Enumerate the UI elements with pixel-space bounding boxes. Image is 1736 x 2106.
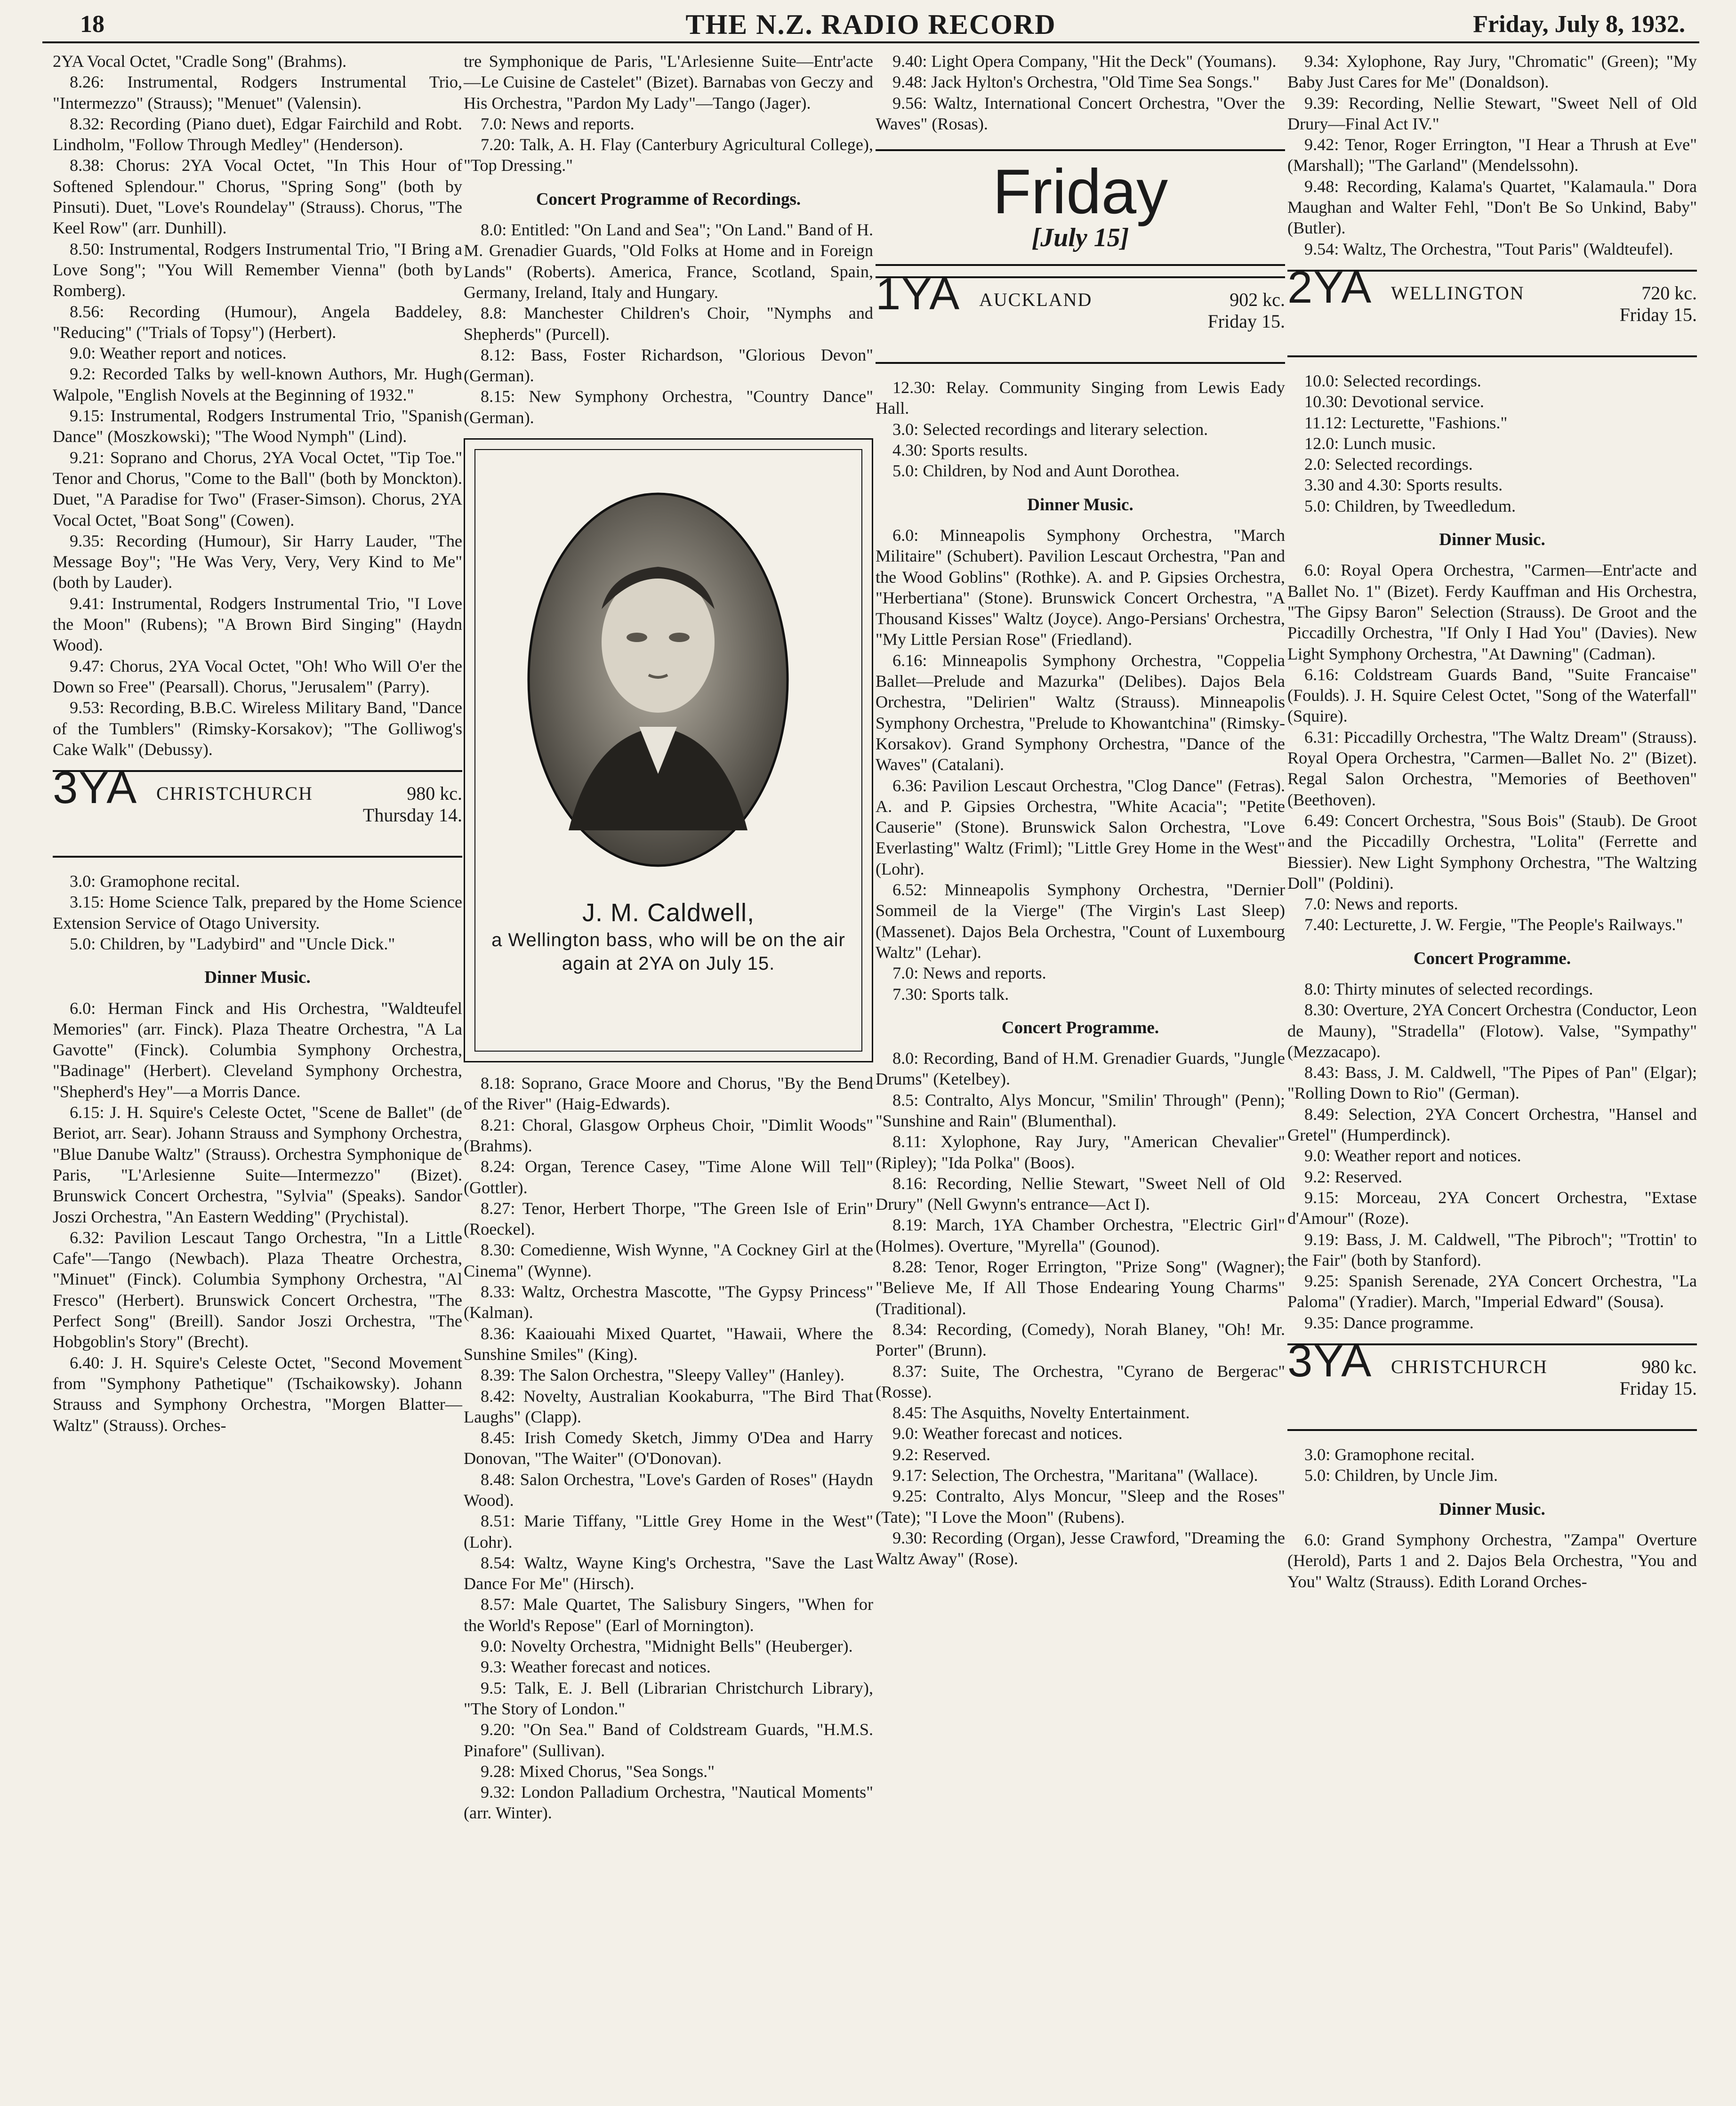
column-4 bbox=[1287, 51, 1697, 1592]
station-heading-2ya bbox=[1287, 262, 1697, 357]
programme-item: 8.39: The Salon Orchestra, "Sleepy Valley" (Hanley). bbox=[481, 1366, 844, 1385]
station-day: Thursday 14. bbox=[362, 804, 462, 826]
programme-item: 8.51: Marie Tiffany, "Little Grey Home in the West" (Lohr). bbox=[464, 1511, 873, 1551]
programme-item: 6.32: Pavilion Lescaut Tango Orchestra, "In a Little Cafe"—Tango (Newbach). Plaza Theatre Orchestra, "Minuet" (Finck). Columbia Symphony Orchestra, "Al Fresco" (Herbert). Brunswick Concert Orchestra, "The Perfect Song" (Breill). Sandor Joszi Orchestra, "The Hobgoblin's Story" (Brecht). bbox=[53, 1228, 462, 1351]
programme-item: 8.48: Salon Orchestra, "Love's Garden of Roses" (Haydn Wood). bbox=[464, 1470, 873, 1510]
programme-item: 8.33: Waltz, Orchestra Mascotte, "The Gypsy Princess" (Kalman). bbox=[464, 1282, 873, 1322]
programme-item: 8.18: Soprano, Grace Moore and Chorus, "By the Bend of the River" (Haig-Edwards). bbox=[464, 1074, 873, 1114]
programme-item: 8.42: Novelty, Australian Kookaburra, "The Bird That Laughs" (Clapp). bbox=[464, 1386, 873, 1426]
programme-item: 6.49: Concert Orchestra, "Sous Bois" (Staub). De Groot and the Piccadilly Orchestra, "Lolita" (Ferrette and Biessier). New Light Symphony Orchestra, "The Waltzing Doll" (Poldini). bbox=[1287, 811, 1697, 892]
programme-item: 8.30: Overture, 2YA Concert Orchestra (Conductor, Leon de Mauny), "Stradella" (Flotow). Valse, "Sympathy" (Mezzacapo). bbox=[1287, 1000, 1697, 1061]
programme-item: 3.0: Selected recordings and literary selection. bbox=[892, 419, 1208, 439]
page-header bbox=[42, 8, 1699, 43]
photo-caption bbox=[465, 901, 872, 975]
programme-item: 8.11: Xylophone, Ray Jury, "American Chevalier" (Ripley); "Ida Polka" (Boos). bbox=[876, 1132, 1285, 1172]
section-heading: Concert Programme. bbox=[1001, 1018, 1159, 1037]
programme-item: tre Symphonique de Paris, "L'Arlesienne Suite—Entr'acte—Le Cuisine de Castelet" (Bizet). Barnabas von Geczy and His Orchestra, "Pardon My Lady"—Tango (Jager). bbox=[464, 52, 873, 113]
station-callsign: 2YA bbox=[1287, 262, 1373, 313]
programme-item: 6.15: J. H. Squire's Celeste Octet, "Scene de Ballet" (de Beriot, arr. Sear). Johann Strauss and Symphony Orchestra, "Blue Danube Waltz" (Strauss). Orchestra Symphonique de Paris, "L'Arlesienne Suite—Intermezzo" (Bizet). Brunswick Concert Orchestra, "Sylvia" (Speaks). Sandor Joszi Orchestra, "An Eastern Wedding" (Prychistal). bbox=[53, 1103, 462, 1226]
programme-item: 3.0: Gramophone recital. bbox=[70, 872, 240, 891]
programme-item: 7.40: Lecturette, J. W. Fergie, "The People's Railways." bbox=[1304, 915, 1683, 934]
programme-item: 9.20: "On Sea." Band of Coldstream Guards, "H.M.S. Pinafore" (Sullivan). bbox=[464, 1720, 873, 1760]
programme-item: 8.36: Kaaiouahi Mixed Quartet, "Hawaii, Where the Sunshine Smiles" (King). bbox=[464, 1324, 873, 1364]
programme-item: 9.0: Weather forecast and notices. bbox=[892, 1424, 1123, 1443]
programme-item: 9.53: Recording, B.B.C. Wireless Military Band, "Dance of the Tumblers" (Rimsky-Korsakov); "The Golliwog's Cake Walk" (Debussy). bbox=[53, 698, 462, 759]
programme-item: 8.27: Tenor, Herbert Thorpe, "The Green Isle of Erin" (Roeckel). bbox=[464, 1198, 873, 1239]
portrait-image bbox=[526, 491, 790, 868]
programme-item: 9.5: Talk, E. J. Bell (Librarian Christchurch Library), "The Story of London." bbox=[464, 1678, 873, 1718]
programme-item: 9.32: London Palladium Orchestra, "Nautical Moments" (arr. Winter). bbox=[464, 1783, 873, 1823]
station-city: CHRISTCHURCH bbox=[156, 783, 313, 804]
station-day: Friday 15. bbox=[1207, 311, 1285, 332]
section-heading: Concert Programme. bbox=[1413, 949, 1571, 968]
programme-item: 8.0: Recording, Band of H.M. Grenadier Guards, "Jungle Drums" (Ketelbey). bbox=[876, 1049, 1285, 1089]
programme-item: 9.34: Xylophone, Ray Jury, "Chromatic" (Green); "My Baby Just Cares for Me" (Donaldson). bbox=[1287, 52, 1697, 92]
programme-item: 6.40: J. H. Squire's Celeste Octet, "Second Movement from "Symphony Pathetique" (Tschaikowsky). Johann Strauss and Symphony Orchestra, "Morgen Blatter—Waltz" (Strauss). Orches- bbox=[53, 1353, 462, 1435]
programme-item: 9.48: Jack Hylton's Orchestra, "Old Time Sea Songs." bbox=[892, 72, 1260, 92]
programme-item: 5.0: Children, by Tweedledum. bbox=[1304, 496, 1516, 515]
programme-item: 3.15: Home Science Talk, prepared by the Home Science Extension Service of Otago University. bbox=[53, 892, 462, 932]
programme-item: 8.34: Recording, (Comedy), Norah Blaney, "Oh! Mr. Porter" (Brunn). bbox=[876, 1319, 1285, 1360]
column-2 bbox=[464, 51, 873, 1824]
programme-item: 8.16: Recording, Nellie Stewart, "Sweet Nell of Old Drury" (Nell Gwynn's entrance—Act I). bbox=[876, 1174, 1285, 1214]
programme-item: 8.0: Entitled: "On Land and Sea"; "On Land." Band of H. M. Grenadier Guards, "Old Folks at Home and in Foreign Lands" (Roberts). America, France, Scotland, Spain, Germany, Ireland, Italy and Hungary. bbox=[464, 220, 873, 302]
programme-item: 8.19: March, 1YA Chamber Orchestra, "Electric Girl" (Holmes). Overture, "Myrella" (Gounod). bbox=[876, 1215, 1285, 1255]
station-heading-3ya-friday bbox=[1287, 1336, 1697, 1431]
programme-item: 6.0: Royal Opera Orchestra, "Carmen—Entr'acte and Ballet No. 1" (Bizet). Ferdy Kauffman and His Orchestra, "The Gipsy Baron" Selection (Strauss). De Groot and the Piccadilly Orchestra, "If Only I Had You" (Davies). New Light Symphony Orchestra, "At Dawning" (Cadman). bbox=[1287, 561, 1697, 663]
programme-item: 8.32: Recording (Piano duet), Edgar Fairchild and Robt. Lindholm, "Follow Through Medley" (Henderson). bbox=[53, 114, 462, 154]
section-heading: Dinner Music. bbox=[1027, 495, 1133, 514]
programme-item: 9.17: Selection, The Orchestra, "Maritana" (Wallace). bbox=[892, 1466, 1258, 1485]
programme-item: 12.0: Lunch music. bbox=[1304, 434, 1436, 453]
programme-item: 9.15: Instrumental, Rodgers Instrumental Trio, "Spanish Dance" (Moszkowski); "The Wood Nymph" (Lind). bbox=[53, 406, 462, 446]
programme-item: 9.0: Weather report and notices. bbox=[1304, 1146, 1521, 1166]
programme-item: 6.36: Pavilion Lescaut Orchestra, "Clog Dance" (Fetras). A. and P. Gipsies Orchestra, "White Acacia"; "Petite Causerie" (Stone). Brunswick Salon Orchestra, "Love Everlasting" Waltz (Friml); "Little Grey Home in the West" (Lohr). bbox=[876, 776, 1285, 878]
programme-item: 8.45: The Asquiths, Novelty Entertainment. bbox=[892, 1403, 1190, 1423]
programme-item: 7.0: News and reports. bbox=[892, 964, 1046, 983]
programme-item: 9.42: Tenor, Roger Errington, "I Hear a Thrush at Eve" (Marshall); "The Garland" (Mendelssohn). bbox=[1287, 135, 1697, 175]
programme-item: 9.2: Reserved. bbox=[1304, 1167, 1403, 1186]
programme-item: 8.57: Male Quartet, The Salisbury Singers, "When for the World's Repose" (Earl of Mornington). bbox=[464, 1595, 873, 1635]
programme-item: 8.8: Manchester Children's Choir, "Nymphs and Shepherds" (Purcell). bbox=[464, 304, 873, 344]
programme-item: 9.25: Contralto, Alys Moncur, "Sleep and the Roses" (Tate); "I Love the Moon" (Rubens). bbox=[876, 1487, 1285, 1527]
day-heading bbox=[876, 149, 1285, 266]
station-frequency: 980 kc. bbox=[1641, 1356, 1697, 1378]
station-frequency: 980 kc. bbox=[407, 783, 462, 804]
programme-item: 8.54: Waltz, Wayne King's Orchestra, "Save the Last Dance For Me" (Hirsch). bbox=[464, 1553, 873, 1593]
programme-item: 6.0: Grand Symphony Orchestra, "Zampa" Overture (Herold), Parts 1 and 2. Dajos Bela Orchestra, "You and You" Waltz (Strauss). Edith Lorand Orches- bbox=[1287, 1530, 1697, 1591]
day-subtitle: [July 15] bbox=[1031, 223, 1129, 253]
programme-item: 3.0: Gramophone recital. bbox=[1304, 1445, 1475, 1464]
programme-item: 9.0: Novelty Orchestra, "Midnight Bells" (Heuberger). bbox=[481, 1637, 853, 1656]
programme-item: 8.24: Organ, Terence Casey, "Time Alone Will Tell" (Gottler). bbox=[464, 1157, 873, 1197]
programme-item: 12.30: Relay. Community Singing from Lewis Eady Hall. bbox=[876, 378, 1285, 418]
column-3 bbox=[876, 51, 1285, 1569]
station-city: AUCKLAND bbox=[979, 289, 1093, 311]
programme-item: 9.40: Light Opera Company, "Hit the Deck" (Youmans). bbox=[892, 52, 1277, 71]
programme-item: 8.43: Bass, J. M. Caldwell, "The Pipes of Pan" (Elgar); "Rolling Down to Rio" (German). bbox=[1287, 1063, 1697, 1103]
column-1 bbox=[53, 51, 462, 1436]
station-city: WELLINGTON bbox=[1391, 282, 1525, 304]
section-heading: Dinner Music. bbox=[204, 968, 311, 988]
programme-item: 9.48: Recording, Kalama's Quartet, "Kalamaula." Dora Maughan and Walter Fehl, "Don't Be So Unkind, Baby" (Butler). bbox=[1287, 177, 1697, 238]
programme-item: 9.41: Instrumental, Rodgers Instrumental Trio, "I Love the Moon" (Rubens); "A Brown Bird Singing" (Haydn Wood). bbox=[53, 594, 462, 655]
programme-item: 8.15: New Symphony Orchestra, "Country Dance" (German). bbox=[464, 387, 873, 427]
station-city: CHRISTCHURCH bbox=[1391, 1356, 1548, 1378]
programme-item: 5.0: Children, by "Ladybird" and "Uncle Dick." bbox=[70, 934, 395, 953]
programme-item: 9.21: Soprano and Chorus, 2YA Vocal Octet, "Tip Toe." Tenor and Chorus, "Come to the Ball" (both by Monckton). Duet, "A Paradise for Two" (Fraser-Simson). Chorus, 2YA Vocal Octet, "Boat Song" (Cowen). bbox=[53, 448, 462, 530]
station-frequency: 720 kc. bbox=[1641, 282, 1697, 304]
programme-item: 6.16: Coldstream Guards Band, "Suite Francaise" (Foulds). J. H. Squire Celest Octet, "Song of the Waterfall" (Squire). bbox=[1287, 665, 1697, 726]
programme-item: 8.50: Instrumental, Rodgers Instrumental Trio, "I Bring a Love Song"; "You Will Remember Vienna" (both by Romberg). bbox=[53, 239, 462, 300]
portrait-photo-box bbox=[464, 438, 873, 1062]
station-day: Friday 15. bbox=[1619, 1378, 1697, 1399]
programme-item: 7.20: Talk, A. H. Flay (Canterbury Agricultural College), "Top Dressing." bbox=[464, 135, 873, 175]
programme-item: 9.35: Recording (Humour), Sir Harry Lauder, "The Message Boy"; "He Was Very, Very, Very Kind to Me" (both by Lauder). bbox=[53, 531, 462, 592]
programme-item: 8.45: Irish Comedy Sketch, Jimmy O'Dea and Harry Donovan, "The Waiter" (O'Donovan). bbox=[464, 1428, 873, 1468]
programme-item: 9.47: Chorus, 2YA Vocal Octet, "Oh! Who Will O'er the Down so Free" (Pearsall). Chorus, "Jerusalem" (Parry). bbox=[53, 656, 462, 696]
programme-item: 10.30: Devotional service. bbox=[1304, 392, 1484, 411]
page-number: 18 bbox=[80, 11, 104, 38]
programme-item: 6.0: Minneapolis Symphony Orchestra, "March Militaire" (Schubert). Pavilion Lescaut Orchestra, "Pan and the Wood Goblins" (Rothke). A. and P. Gipsies Orchestra, "Herbertiana" (Stone). Brunswick Concert Orchestra, "A Thousand Kisses" Waltz (Joyce). Ango-Persians' Orchestra, "My Little Persian Rose" (Friedland). bbox=[876, 525, 1285, 649]
caption-name: J. M. Caldwell, bbox=[582, 899, 755, 927]
programme-item: 11.12: Lecturette, "Fashions." bbox=[1304, 413, 1508, 432]
programme-item: 8.28: Tenor, Roger Errington, "Prize Song" (Wagner); "Believe Me, If All Those Endearing Young Charms" (Traditional). bbox=[876, 1257, 1285, 1318]
programme-item: 7.30: Sports talk. bbox=[892, 984, 1009, 1004]
programme-item: 9.54: Waltz, The Orchestra, "Tout Paris" (Waldteufel). bbox=[1304, 239, 1673, 258]
station-day: Friday 15. bbox=[1619, 304, 1697, 325]
programme-item: 9.35: Dance programme. bbox=[1304, 1313, 1474, 1332]
station-callsign: 1YA bbox=[876, 269, 961, 320]
section-heading: Dinner Music. bbox=[1439, 530, 1545, 550]
station-callsign: 3YA bbox=[1287, 1336, 1373, 1387]
programme-item: 6.16: Minneapolis Symphony Orchestra, "Coppelia Ballet—Prelude and Mazurka" (Delibes). Dajos Bela Orchestra, "Delirien" Waltz (Strauss). Minneapolis Symphony Orchestra, "Prelude to Khowantchina" (Rimsky-Korsakov). Grand Symphony Orchestra, "Dance of the Waves" (Catalani). bbox=[876, 651, 1285, 774]
programme-item: 8.21: Choral, Glasgow Orpheus Choir, "Dimlit Woods" (Brahms). bbox=[464, 1115, 873, 1155]
programme-item: 9.28: Mixed Chorus, "Sea Songs." bbox=[481, 1761, 715, 1781]
programme-item: 9.39: Recording, Nellie Stewart, "Sweet Nell of Old Drury—Final Act IV." bbox=[1287, 93, 1697, 133]
programme-item: 4.30: Sports results. bbox=[892, 441, 1028, 460]
programme-item: 9.2: Reserved. bbox=[892, 1445, 991, 1464]
programme-item: 8.37: Suite, The Orchestra, "Cyrano de Bergerac" (Rosse). bbox=[876, 1361, 1285, 1401]
programme-item: 7.0: News and reports. bbox=[1304, 894, 1458, 914]
programme-item: 9.30: Recording (Organ), Jesse Crawford, "Dreaming the Waltz Away" (Rose). bbox=[876, 1528, 1285, 1568]
programme-item: 9.2: Recorded Talks by well-known Authors, Mr. Hugh Walpole, "English Novels at the Beginning of 1932." bbox=[53, 364, 462, 404]
station-heading-3ya-thursday bbox=[53, 763, 462, 858]
programme-item: 8.26: Instrumental, Rodgers Instrumental Trio, "Intermezzo" (Strauss); "Menuet" (Valensin). bbox=[53, 72, 462, 113]
section-heading: Dinner Music. bbox=[1439, 1499, 1545, 1519]
programme-item: 9.15: Morceau, 2YA Concert Orchestra, "Extase d'Amour" (Roze). bbox=[1287, 1188, 1697, 1228]
programme-item: 6.31: Piccadilly Orchestra, "The Waltz Dream" (Strauss). Royal Opera Orchestra, "Carmen—Ballet No. 2" (Bizet). Regal Salon Orchestra, "Memories of Beethoven" (Beethoven). bbox=[1287, 727, 1697, 809]
programme-item: 6.0: Herman Finck and His Orchestra, "Waldteufel Memories" (arr. Finck). Plaza Theatre Orchestra, "A La Gavotte" (Finck). Columbia Symphony Orchestra, "Badinage" (Herbert). Cleveland Symphony Orchestra, "Shepherd's Hey"—a Morris Dance. bbox=[53, 998, 462, 1101]
programme-item: 8.56: Recording (Humour), Angela Baddeley, "Reducing" ("Trials of Topsy") (Herbert). bbox=[53, 302, 462, 342]
programme-item: 5.0: Children, by Uncle Jim. bbox=[1304, 1466, 1498, 1485]
issue-date: Friday, July 8, 1932. bbox=[1473, 11, 1685, 38]
station-callsign: 3YA bbox=[53, 763, 138, 813]
programme-item: 2YA Vocal Octet, "Cradle Song" (Brahms). bbox=[53, 52, 347, 71]
programme-item: 8.49: Selection, 2YA Concert Orchestra, "Hansel and Gretel" (Humperdinck). bbox=[1287, 1104, 1697, 1145]
section-heading: Concert Programme of Recordings. bbox=[536, 189, 801, 209]
programme-item: 9.0: Weather report and notices. bbox=[70, 344, 287, 363]
programme-item: 7.0: News and reports. bbox=[481, 114, 635, 133]
day-title: Friday bbox=[992, 157, 1168, 227]
programme-item: 8.30: Comedienne, Wish Wynne, "A Cockney Girl at the Cinema" (Wynne). bbox=[464, 1240, 873, 1280]
programme-item: 2.0: Selected recordings. bbox=[1304, 455, 1473, 474]
station-frequency: 902 kc. bbox=[1230, 289, 1285, 311]
programme-item: 8.38: Chorus: 2YA Vocal Octet, "In This Hour of Softened Splendour." Chorus, "Spring Song" (both by Pinsuti). Duet, "Love's Roundelay" (Strauss). Chorus, "The Keel Row" (arr. Dunhill). bbox=[53, 156, 462, 238]
programme-item: 6.52: Minneapolis Symphony Orchestra, "Dernier Sommeil de la Vierge" (The Virgin's Last Sleep) (Massenet). Dajos Bela Orchestra, "Count of Luxembourg Waltz" (Lehar). bbox=[876, 880, 1285, 962]
programme-item: 9.3: Weather forecast and notices. bbox=[481, 1657, 711, 1677]
programme-item: 3.30 and 4.30: Sports results. bbox=[1304, 475, 1503, 495]
programme-item: 9.25: Spanish Serenade, 2YA Concert Orchestra, "La Paloma" (Yradier). March, "Imperial Edward" (Sousa). bbox=[1287, 1271, 1697, 1311]
station-heading-1ya bbox=[876, 269, 1285, 364]
programme-item: 8.12: Bass, Foster Richardson, "Glorious Devon" (German). bbox=[464, 345, 873, 386]
programme-item: 10.0: Selected recordings. bbox=[1304, 371, 1481, 390]
programme-item: 5.0: Children, by Nod and Aunt Dorothea. bbox=[892, 461, 1180, 481]
publication-title: THE N.Z. RADIO RECORD bbox=[685, 9, 1056, 40]
programme-item: 9.56: Waltz, International Concert Orchestra, "Over the Waves" (Rosas). bbox=[876, 93, 1285, 133]
programme-item: 8.0: Thirty minutes of selected recordings. bbox=[1304, 979, 1593, 998]
programme-item: 8.5: Contralto, Alys Moncur, "Smilin' Through" (Penn); "Sunshine and Rain" (Blumenthal). bbox=[876, 1090, 1285, 1130]
caption-text: a Wellington bass, who will be on the air again at 2YA on July 15. bbox=[491, 930, 845, 974]
programme-item: 9.19: Bass, J. M. Caldwell, "The Pibroch"; "Trottin' to the Fair" (both by Stanford). bbox=[1287, 1230, 1697, 1270]
